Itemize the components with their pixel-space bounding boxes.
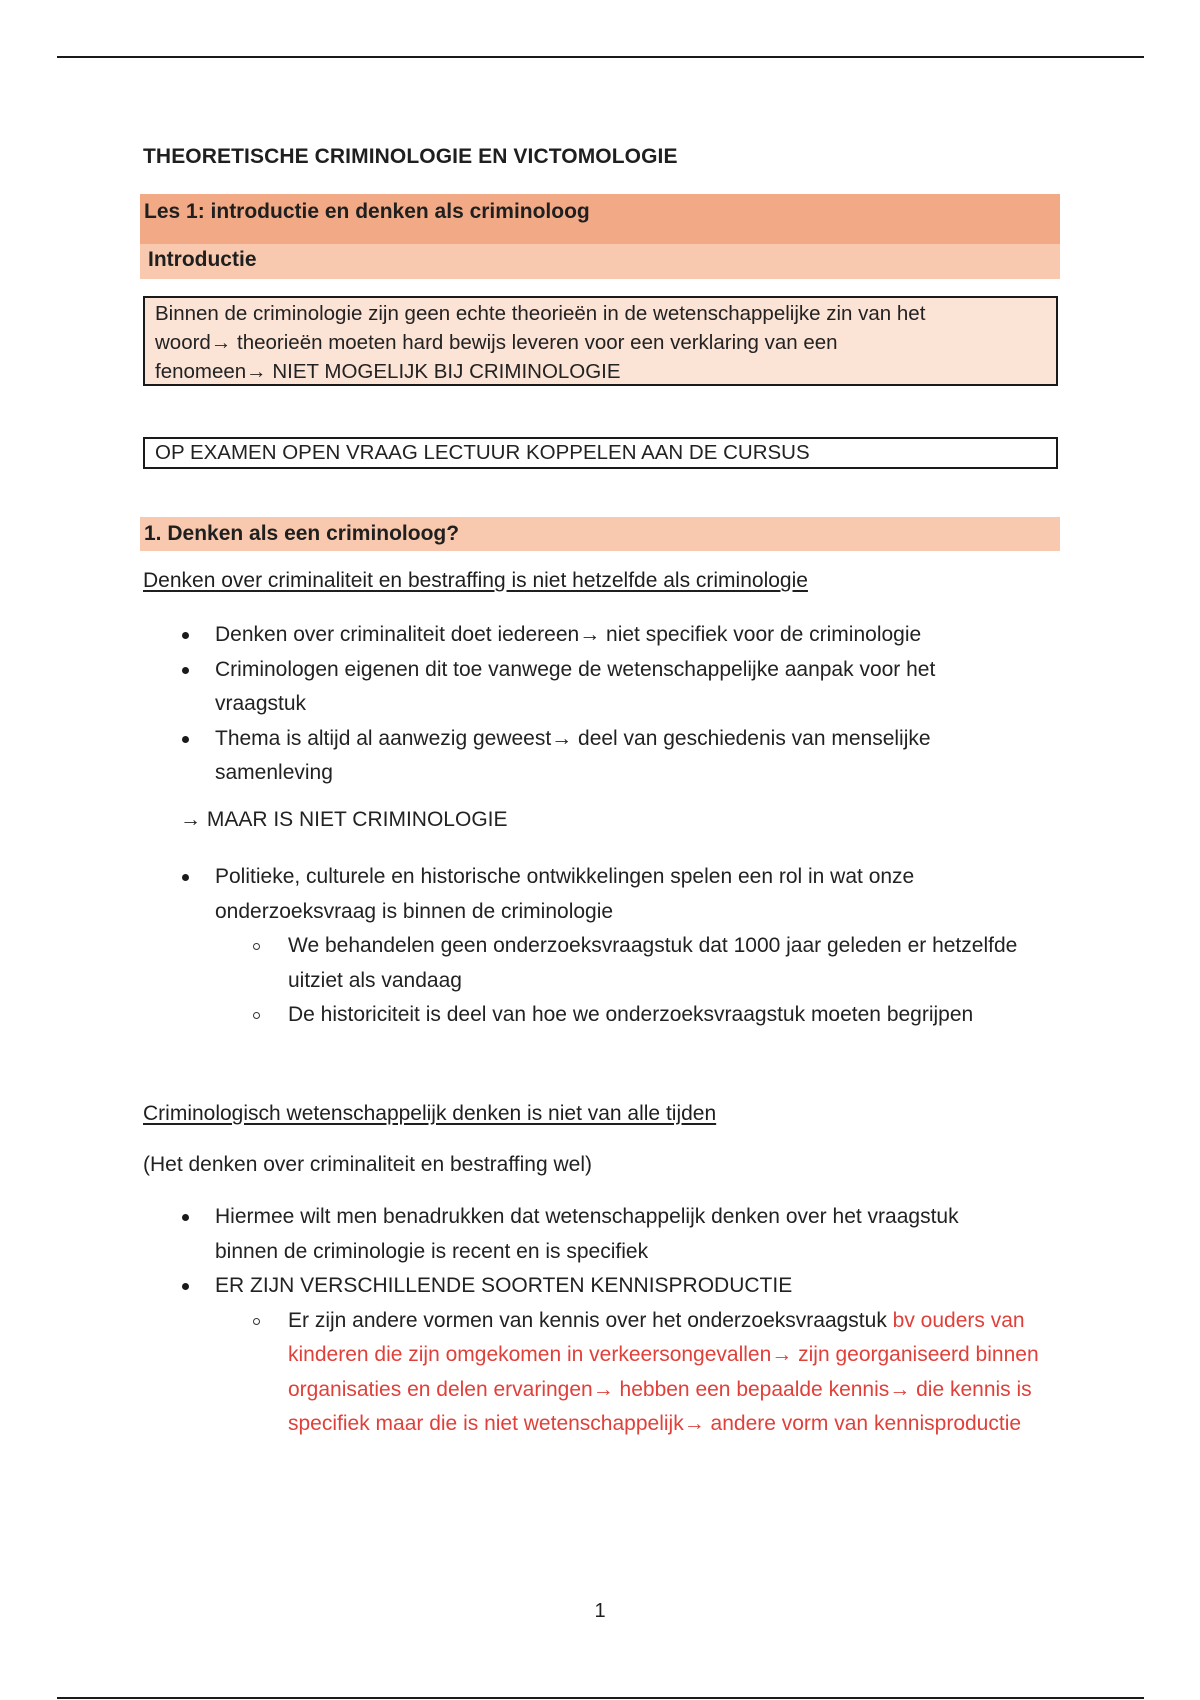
lesson-heading: Les 1: introductie en denken als criminoloog <box>140 194 1060 244</box>
list-item: Politieke, culturele en historische ontwikkelingen spelen een rol in wat onze onderzoeksvraag is binnen de criminologie <box>0 860 1015 929</box>
section-2-paren-note: (Het denken over criminaliteit en bestraffing wel) <box>143 1153 592 1176</box>
bottom-rule <box>57 1697 1144 1699</box>
section-2-bullet-list <box>0 1200 1058 1442</box>
section-1-bullet-list <box>0 618 1015 791</box>
list-item: Denken over criminaliteit doet iedereen→ niet specifiek voor de criminologie <box>0 618 1015 653</box>
list-item: Thema is altijd al aanwezig geweest→ deel van geschiedenis van menselijke samenleving <box>0 722 1015 791</box>
section-1-heading: 1. Denken als een criminoloog? <box>140 517 1060 551</box>
section-1-bullet-list-2 <box>0 860 1058 1033</box>
sub-bullet-text: Er zijn andere vormen van kennis over het onderzoeksvraagstuk <box>288 1308 893 1332</box>
page-number: 1 <box>594 1600 606 1622</box>
section-2-subheading: Criminologisch wetenschappelijk denken is niet van alle tijden <box>143 1102 717 1125</box>
top-rule <box>57 56 1144 58</box>
section-1-subheading: Denken over criminaliteit en bestraffing is niet hetzelfde als criminologie <box>143 569 808 592</box>
exam-note-box: OP EXAMEN OPEN VRAAG LECTUUR KOPPELEN AAN DE CURSUS <box>143 437 1058 469</box>
list-item: Criminologen eigenen dit toe vanwege de wetenschappelijke aanpak voor het vraagstuk <box>0 653 1015 722</box>
sub-list-item <box>0 1304 1058 1442</box>
intro-line-2: woord→ theorieën moeten hard bewijs leveren voor een verklaring van een <box>155 331 838 354</box>
intro-line-3: fenomeen→ NIET MOGELIJK BIJ CRIMINOLOGIE <box>155 360 621 383</box>
red-example-text: bv ouders van kinderen die zijn omgekomen in verkeersongevallen→ zijn georganiseerd binnen organisaties en delen ervaringen→ hebben een bepaalde kennis→ die kennis is specifiek maar die is niet wetenschappelijk→ andere vorm van kennisproductie <box>288 1308 1039 1435</box>
intro-heading: Introductie <box>140 244 1060 279</box>
intro-callout-box <box>143 296 1058 386</box>
list-item: ER ZIJN VERSCHILLENDE SOORTEN KENNISPRODUCTIE <box>0 1269 1015 1304</box>
intro-line-1: Binnen de criminologie zijn geen echte theorieën in de wetenschappelijke zin van het <box>155 302 926 325</box>
sub-list-item: De historiciteit is deel van hoe we onderzoeksvraagstuk moeten begrijpen <box>0 998 1058 1033</box>
document-title: THEORETISCHE CRIMINOLOGIE EN VICTOMOLOGIE <box>143 145 678 168</box>
list-item: Hiermee wilt men benadrukken dat wetenschappelijk denken over het vraagstuk binnen de criminologie is recent en is specifiek <box>0 1200 1015 1269</box>
sub-list-item: We behandelen geen onderzoeksvraagstuk dat 1000 jaar geleden er hetzelfde uitziet als vandaag <box>0 929 1058 998</box>
arrow-conclusion: → MAAR IS NIET CRIMINOLOGIE <box>180 808 508 831</box>
